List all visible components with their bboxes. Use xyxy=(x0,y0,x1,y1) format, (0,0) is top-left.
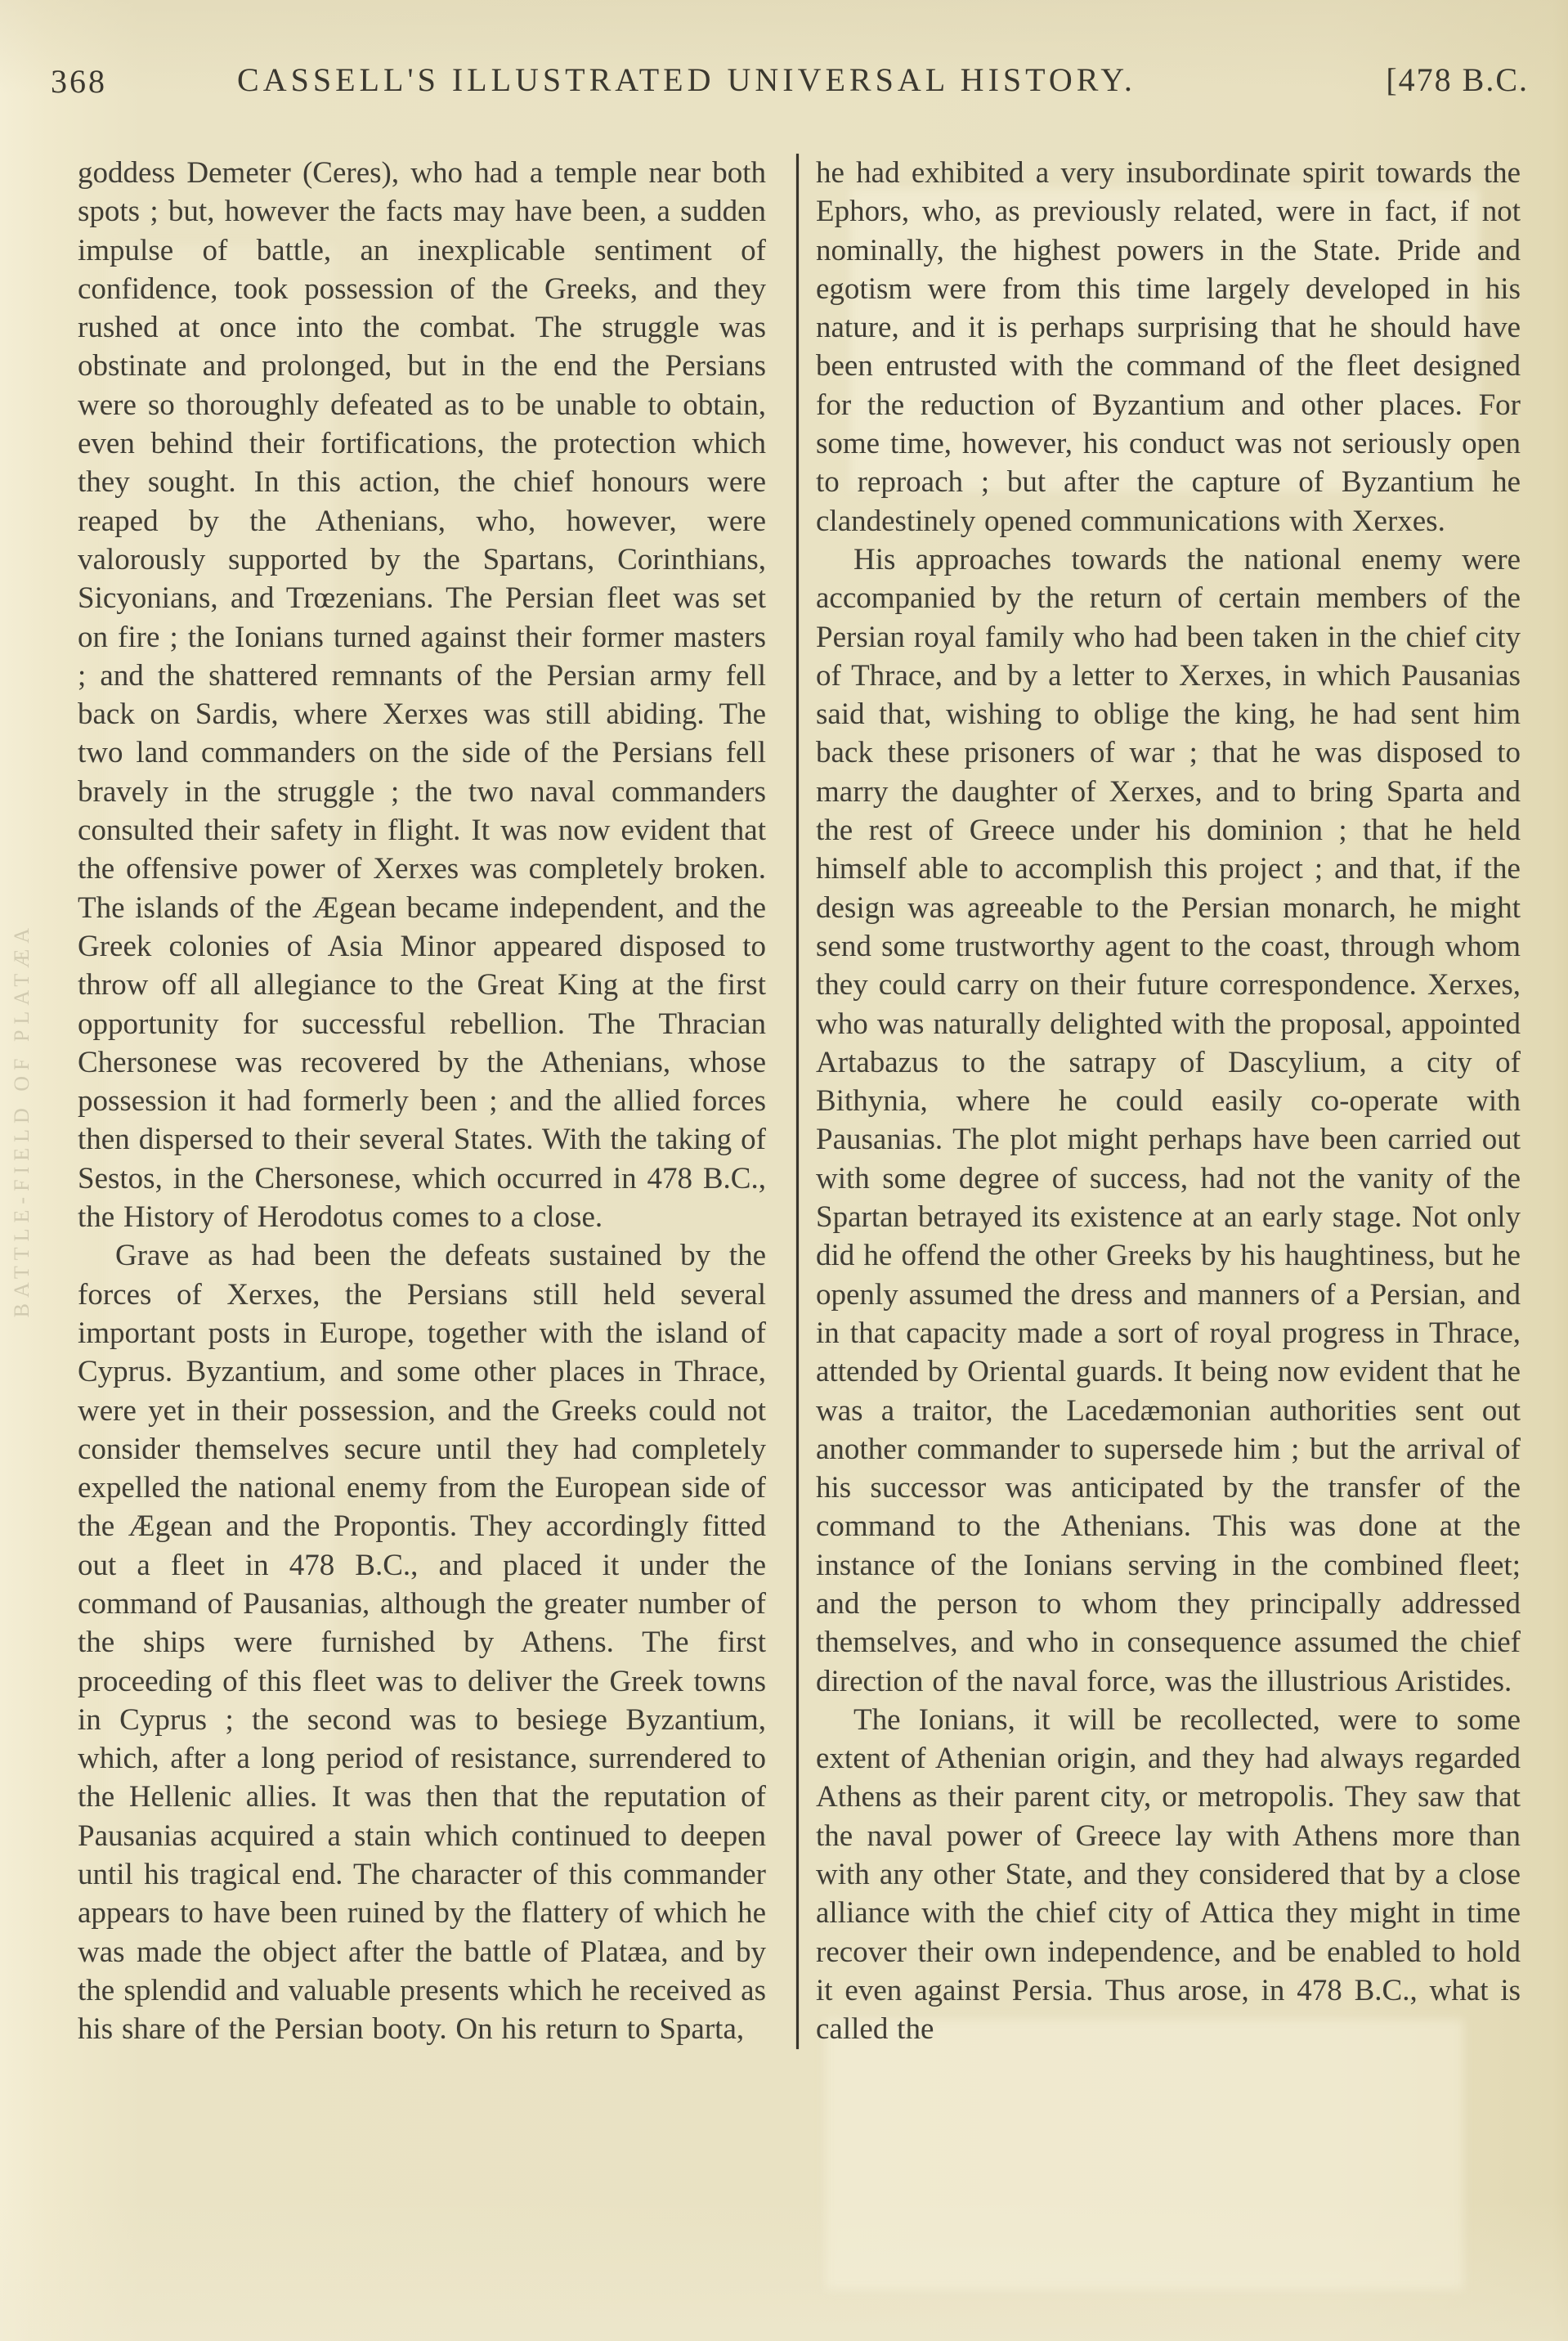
paragraph: His approaches towards the national enemy were accompanied by the return of certain members of the Persian royal family who had been taken in the chief city of Thrace, and by a letter to Xerxes, in which Pausanias said that, wishing to oblige the king, he had sent him back these prisoners of war ; that he was disposed to marry the daughter of Xerxes, and to bring Sparta and the rest of Greece under his dominion ; that he held himself able to accomplish this project ; and that, if the design was agreeable to the Persian monarch, he might send some trustworthy agent to the coast, through whom they could carry on their future correspondence. Xerxes, who was naturally delighted with the proposal, appointed Artabazus to the satrapy of Dascylium, a city of Bithynia, where he could easily co-operate with Pausanias. The plot might perhaps have been carried out with some degree of success, had not the vanity of the Spartan betrayed its existence at an early stage. Not only did he offend the other Greeks by his haughtiness, but he openly assumed the dress and manners of a Persian, and in that capacity made a sort of royal progress in Thrace, attended by Oriental guards. It being now evident that he was a traitor, the Lacedæmonian authorities sent out another commander to supersede him ; but the arrival of his successor was anticipated by the transfer of the command to the Athenians. This was done at the instance of the Ionians serving in the combined fleet; and the person to whom they principally addressed themselves, and who in consequence assumed the chief direction of the naval force, was the illustrious Aristides. xyxy=(816,542,1521,1698)
paragraph: goddess Demeter (Ceres), who had a temple near both spots ; but, however the facts may have been, a sudden impulse of battle, an inexplicable sentiment of confidence, took possession of the Greeks, and they rushed at once into the combat. The struggle was obstinate and prolonged, but in the end the Persians were so thoroughly defeated as to be unable to obtain, even behind their fortifications, the protection which they sought. In this action, the chief honours were reaped by the Athenians, who, however, were valorously supported by the Spartans, Corinthians, Sicyonians, and Trœzenians. The Persian fleet was set on fire ; the Ionians turned against their former masters ; and the shattered remnants of the Persian army fell back on Sardis, where Xerxes was still abiding. The two land commanders on the side of the Persians fell bravely in the struggle ; the two naval commanders consulted their safety in flight. It was now evident that the offensive power of Xerxes was completely broken. The islands of the Ægean became independent, and the Greek colonies of Asia Minor appeared disposed to throw off all allegiance to the Great King at the first opportunity for successful rebellion. The Thracian Chersonese was recovered by the Athenians, whose possession it had formerly been ; and the allied forces then dispersed to their several States. With the taking of Sestos, in the Chersonese, which occurred in 478 B.C., the History of Herodotus comes to a close. xyxy=(78,156,766,1235)
paragraph: Grave as had been the defeats sustained by the forces of Xerxes, the Persians still held several important posts in Europe, together with the island of Cyprus. Byzantium, and some other places in Thrace, were yet in their possession, and the Greeks could not consider themselves secure until they had completely expelled the national enemy from the European side of the Ægean and the Propontis. They accordingly fitted out a fleet in 478 B.C., and placed it under the command of Pausanias, although the greater number of the ships were furnished by Athens. The first proceeding of this fleet was to deliver the Greek towns in Cyprus ; the second was to besiege Byzantium, which, after a long period of resistance, surrendered to the Hellenic allies. It was then that the reputation of Pausanias acquired a stain which continued to deepen until his tragical end. The character of this commander appears to have been ruined by the flattery of which he was made the object after the battle of Platæa, and by the splendid and valuable presents which he received as his share of the Persian booty. On his return to Sparta, xyxy=(78,1239,766,2047)
verso-showthrough-patch xyxy=(826,2020,1463,2289)
running-head xyxy=(0,56,1568,108)
left-column xyxy=(78,154,766,2049)
right-column xyxy=(816,154,1521,2049)
margin-showthrough-caption: BATTLE-FIELD OF PLATÆA xyxy=(10,922,34,1318)
paragraph: he had exhibited a very insubordinate spirit towards the Ephors, who, as previously related, were in fact, if not nominally, the highest powers in the State. Pride and egotism were from this time largely developed in his nature, and it is perhaps surprising that he should have been entrusted with the command of the fleet designed for the reduction of Byzantium and other places. For some time, however, his conduct was not seriously open to reproach ; but after the capture of Byzantium he clandestinely opened communications with Xerxes. xyxy=(816,156,1521,538)
text-block xyxy=(78,154,1521,2049)
running-head-date: [478 B.C. xyxy=(1386,61,1529,98)
paragraph: The Ionians, it will be recollected, were to some extent of Athenian origin, and they had always regarded Athens as their parent city, or metropolis. They saw that the naval power of Greece lay with Athens more than with any other State, and they considered that by a close alliance with the chief city of Attica they might in time recover their own independence, and be enabled to hold it even against Persia. Thus arose, in 478 B.C., what is called the xyxy=(816,1702,1521,2047)
page-number: 368 xyxy=(51,63,107,100)
column-rule xyxy=(796,154,799,2049)
running-head-title: CASSELL'S ILLUSTRATED UNIVERSAL HISTORY. xyxy=(237,61,1136,98)
